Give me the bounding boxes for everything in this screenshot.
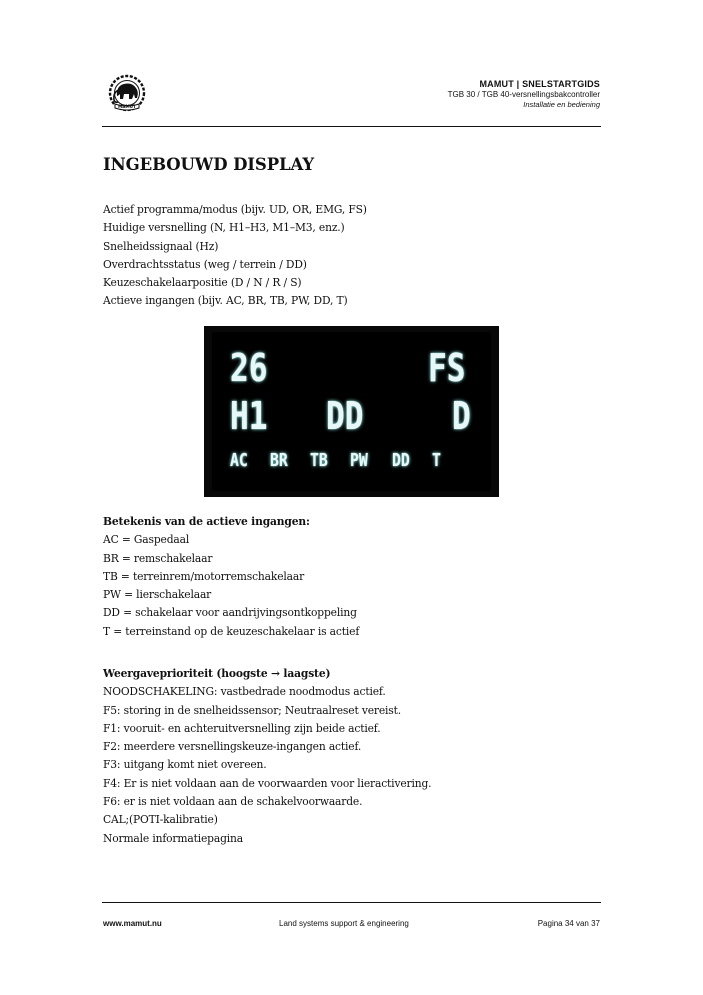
- list-item: F5: storing in de snelheidssensor; Neutraalreset vereist.: [103, 703, 402, 717]
- list-item: NOODSCHAKELING: vastbedrade noodmodus actief.: [103, 685, 386, 699]
- display-screen: [212, 332, 491, 491]
- display-input-br: BR: [270, 450, 288, 471]
- list-item: F2: meerdere versnellingskeuze-ingangen actief.: [103, 740, 362, 754]
- section-title: Weergaveprioriteit (hoogste → laagste): [103, 667, 331, 680]
- list-item: BR = remschakelaar: [103, 551, 213, 565]
- list-item: PW = lierschakelaar: [103, 588, 212, 602]
- list-item: F3: uitgang komt niet overeen.: [103, 758, 267, 772]
- list-item: AC = Gaspedaal: [103, 533, 190, 547]
- mamut-logo: [102, 72, 152, 114]
- display-transfer: DD: [326, 394, 364, 438]
- list-item: T = terreinstand op de keuzeschakelaar is actief: [103, 624, 360, 638]
- header-section: Installatie en bediening: [523, 100, 600, 109]
- list-item: Huidige versnelling (N, H1–H3, M1–M3, enz.): [103, 221, 345, 235]
- section-title: Betekenis van de actieve ingangen:: [103, 515, 310, 528]
- svg-text:MAMUT: MAMUT: [118, 104, 136, 110]
- display-input-dd: DD: [392, 450, 410, 471]
- page-heading: INGEBOUWD DISPLAY: [103, 155, 315, 174]
- footer-tagline: Land systems support & engineering: [279, 919, 409, 928]
- list-item: F1: vooruit- en achteruitversnelling zijn beide actief.: [103, 721, 381, 735]
- list-item: Actieve ingangen (bijv. AC, BR, TB, PW, DD, T): [103, 294, 348, 308]
- list-item: TB = terreinrem/motorremschakelaar: [103, 569, 305, 583]
- header-divider: [102, 126, 601, 127]
- list-item: F4: Er is niet voldaan aan de voorwaarden voor lieractivering.: [103, 776, 432, 790]
- display-input-t: T: [432, 450, 441, 471]
- display-speed: 26: [230, 346, 268, 390]
- list-item: Snelheidssignaal (Hz): [103, 239, 219, 253]
- header-title: MAMUT | SNELSTARTGIDS: [479, 79, 600, 89]
- footer-page-number: Pagina 34 van 37: [537, 919, 600, 928]
- footer-website[interactable]: www.mamut.nu: [103, 919, 162, 928]
- display-gear: H1: [230, 394, 268, 438]
- list-item: DD = schakelaar voor aandrijvingsontkoppeling: [103, 606, 357, 620]
- list-item: F6: er is niet voldaan aan de schakelvoorwaarde.: [103, 795, 363, 809]
- footer-divider: [102, 902, 601, 903]
- display-image: [204, 326, 499, 497]
- list-item: Normale informatiepagina: [103, 831, 244, 845]
- list-item: CAL;(POTI-kalibratie): [103, 813, 218, 827]
- inputs-meaning-section: [103, 513, 359, 641]
- display-input-pw: PW: [350, 450, 368, 471]
- header-subtitle: TGB 30 / TGB 40-versnellingsbakcontroller: [447, 90, 600, 99]
- display-input-tb: TB: [310, 450, 328, 471]
- display-input-ac: AC: [230, 450, 248, 471]
- display-info-list: [103, 201, 367, 311]
- display-priority-section: [103, 665, 431, 848]
- list-item: Overdrachtsstatus (weg / terrein / DD): [103, 257, 307, 271]
- display-selector: D: [452, 394, 471, 438]
- list-item: Actief programma/modus (bijv. UD, OR, EMG, FS): [103, 203, 367, 216]
- list-item: Keuzeschakelaarpositie (D / N / R / S): [103, 276, 302, 290]
- display-mode: FS: [428, 346, 466, 390]
- page-header: [448, 79, 600, 110]
